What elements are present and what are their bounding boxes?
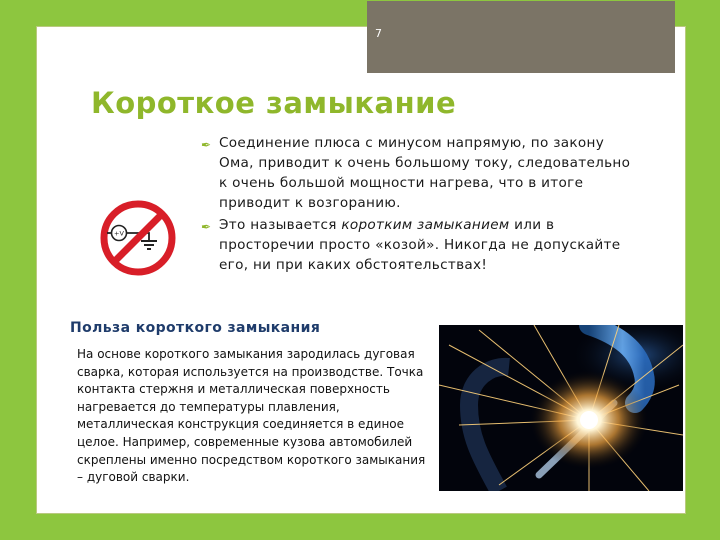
bullet-list [201, 133, 641, 277]
page-number: 7 [375, 27, 382, 40]
bullet-icon: ✒ [201, 138, 212, 152]
benefit-paragraph: На основе короткого замыкания зародилась дуговая сварка, которая используется на производстве. Точка контакта стержня и металлическая поверхность нагревается до температуры плавления, металлическая конструкция соединяется в единое целое. Например, современные кузова автомобилей скреплены именно посредством короткого замыкания – дуговой сварки. [77, 347, 426, 485]
icon-label: +V [114, 229, 124, 238]
bullet-text: или в просторечии просто «козой». Никогда не допускайте его, ни при каких обстоятельствах! [219, 217, 621, 273]
page-number-tab [367, 1, 675, 73]
slide-title: Короткое замыкание [91, 86, 457, 120]
bullet-text: Это называется [219, 217, 342, 233]
slide [36, 26, 686, 514]
bullet-item [201, 133, 641, 213]
bullet-emphasis: коротким замыканием [341, 217, 510, 233]
benefit-heading: Польза короткого замыкания [70, 320, 321, 336]
arc-welding-image [439, 325, 683, 491]
bullet-icon: ✒ [201, 220, 212, 234]
no-short-circuit-icon [97, 197, 179, 283]
bullet-item [201, 215, 641, 275]
bullet-text: Соединение плюса с минусом напрямую, по закону Ома, приводит к очень большому току, следовательно к очень большой мощности нагрева, что в итоге приводит к возгоранию. [219, 135, 631, 211]
